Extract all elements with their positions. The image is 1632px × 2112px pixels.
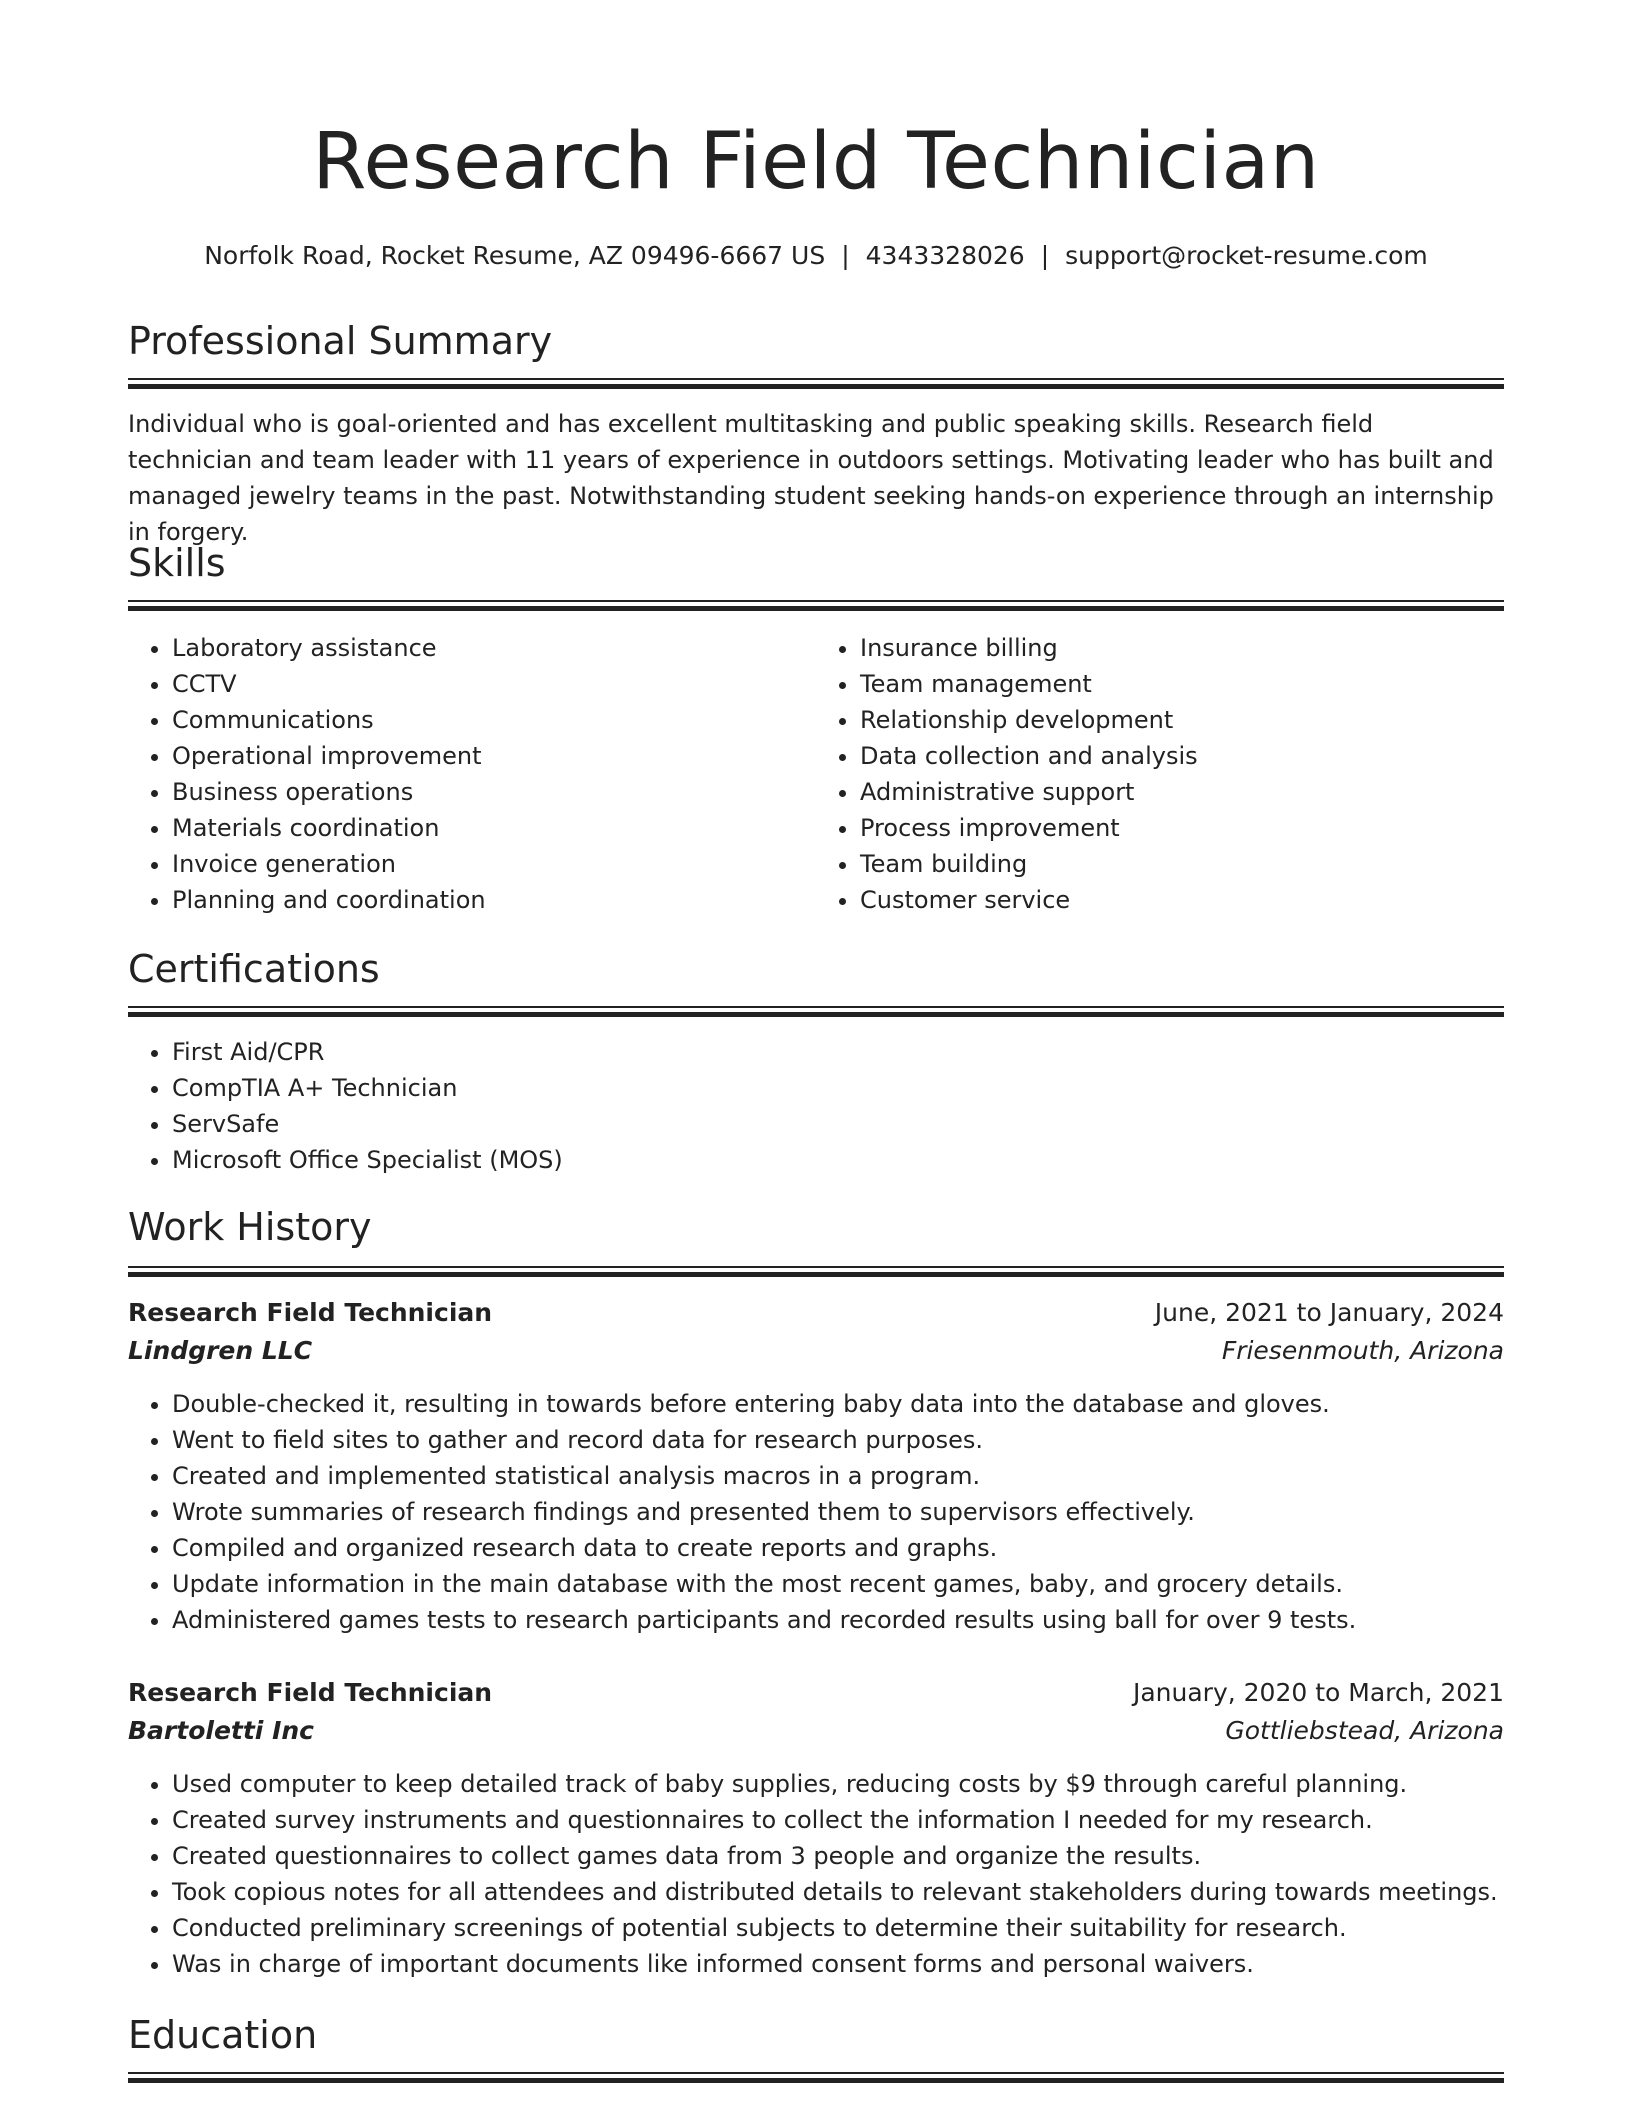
job-bullet: • Used computer to keep detailed track of baby supplies, reducing costs by $9 through careful planning. [172, 1766, 1504, 1802]
job-entry [128, 1674, 1504, 1982]
skill-item: • Business operations [172, 774, 816, 810]
job-bullets [128, 1766, 1504, 1982]
job-bullet: • Created survey instruments and questionnaires to collect the information I needed for my research. [172, 1802, 1504, 1838]
section-heading: Education [128, 2013, 318, 2057]
skill-item: • Customer service [860, 882, 1504, 918]
section-heading: Professional Summary [128, 319, 553, 363]
address: Norfolk Road, Rocket Resume, AZ 09496-6667 US [204, 241, 826, 270]
certifications-section [128, 946, 1504, 992]
section-rule [128, 1006, 1504, 1017]
summary-section [128, 318, 1504, 364]
job-bullets [128, 1386, 1504, 1638]
skill-item: • Team management [860, 666, 1504, 702]
skill-item: • Insurance billing [860, 630, 1504, 666]
section-heading: Work History [128, 1205, 372, 1249]
skill-item: • Data collection and analysis [860, 738, 1504, 774]
job-bullet: • Went to field sites to gather and record data for research purposes. [172, 1422, 1504, 1458]
skills-columns [128, 630, 1504, 918]
skill-item: • Operational improvement [172, 738, 816, 774]
skill-item: • Relationship development [860, 702, 1504, 738]
skill-item: • Planning and coordination [172, 882, 816, 918]
job-entry [128, 1294, 1504, 1638]
skill-item: • Laboratory assistance [172, 630, 816, 666]
job-dates: January, 2020 to March, 2021 [1132, 1678, 1504, 1707]
skills-list-right [816, 630, 1504, 918]
certification-item: • First Aid/CPR [172, 1034, 1504, 1070]
job-bullet: • Was in charge of important documents like informed consent forms and personal waivers. [172, 1946, 1504, 1982]
job-location: Friesenmouth, Arizona [1221, 1336, 1504, 1365]
work-section [128, 1204, 1504, 1250]
skill-item: • Invoice generation [172, 846, 816, 882]
skill-item: • Materials coordination [172, 810, 816, 846]
company-name: Bartoletti Inc [128, 1716, 314, 1745]
section-rule [128, 1266, 1504, 1277]
skill-item: • Communications [172, 702, 816, 738]
section-rule [128, 2072, 1504, 2083]
email: support@rocket-resume.com [1065, 241, 1428, 270]
job-bullet: • Update information in the main database with the most recent games, baby, and grocery details. [172, 1566, 1504, 1602]
skills-list-left [128, 630, 816, 918]
summary-text: Individual who is goal-oriented and has excellent multitasking and public speaking skills. Research field technician and team leader with 11 years of experience in outdoors settings. Motivating leader who has built and managed jewelry teams in the past. Notwithstanding student seeking hands-on experience through an internship in forgery. [128, 410, 1494, 546]
skills-section [128, 540, 1504, 586]
skill-item: • Administrative support [860, 774, 1504, 810]
job-bullet: • Administered games tests to research participants and recorded results using ball for over 9 tests. [172, 1602, 1504, 1638]
certifications-list [128, 1034, 1504, 1178]
section-heading: Skills [128, 541, 226, 585]
summary-body [128, 406, 1504, 550]
company-name: Lindgren LLC [128, 1336, 313, 1365]
certifications-body [128, 1034, 1504, 1178]
certification-item: • CompTIA A+ Technician [172, 1070, 1504, 1106]
job-bullet: • Took copious notes for all attendees and distributed details to relevant stakeholders during towards meetings. [172, 1874, 1504, 1910]
certification-item: • ServSafe [172, 1106, 1504, 1142]
section-heading: Certifications [128, 947, 380, 991]
job-title: Research Field Technician [128, 1298, 493, 1327]
separator: | [841, 241, 850, 270]
job-bullet: • Compiled and organized research data to create reports and graphs. [172, 1530, 1504, 1566]
education-section [128, 2012, 1504, 2058]
phone: 4343328026 [865, 241, 1025, 270]
job-bullet: • Created and implemented statistical analysis macros in a program. [172, 1458, 1504, 1494]
job-location: Gottliebstead, Arizona [1225, 1716, 1504, 1745]
skill-item: • Process improvement [860, 810, 1504, 846]
job-bullet: • Double-checked it, resulting in towards before entering baby data into the database and gloves. [172, 1386, 1504, 1422]
contact-line [128, 240, 1504, 272]
section-rule [128, 600, 1504, 611]
job-bullet: • Created questionnaires to collect games data from 3 people and organize the results. [172, 1838, 1504, 1874]
resume-title: Research Field Technician [312, 117, 1320, 207]
separator: | [1040, 241, 1050, 270]
job-bullet: • Wrote summaries of research findings and presented them to supervisors effectively. [172, 1494, 1504, 1530]
skill-item: • CCTV [172, 666, 816, 702]
job-bullet: • Conducted preliminary screenings of potential subjects to determine their suitability for research. [172, 1910, 1504, 1946]
job-title: Research Field Technician [128, 1678, 493, 1707]
certification-item: • Microsoft Office Specialist (MOS) [172, 1142, 1504, 1178]
job-dates: June, 2021 to January, 2024 [1154, 1298, 1504, 1327]
section-rule [128, 378, 1504, 389]
skill-item: • Team building [860, 846, 1504, 882]
